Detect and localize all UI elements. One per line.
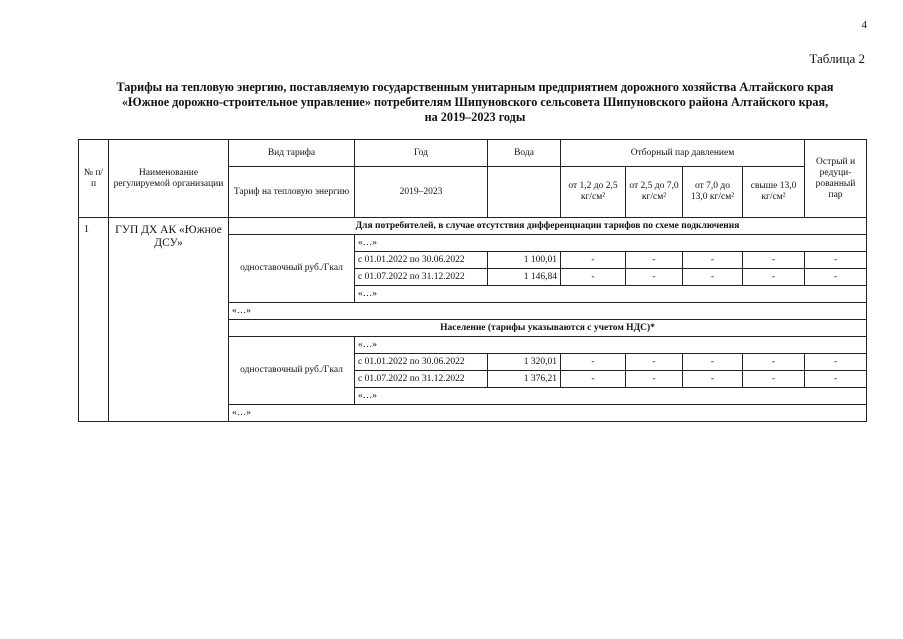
dash-cell: - (626, 252, 683, 269)
dash-cell: - (626, 269, 683, 286)
section-title: Для потребителей, в случае отсутствия дифференциации тарифов по схеме подключения (229, 218, 867, 235)
header-pressure-1: от 1,2 до 2,5 кг/см² (561, 167, 626, 218)
dash-cell: - (743, 371, 805, 388)
dash-cell: - (805, 354, 867, 371)
tariff-type-label: одноставочный руб./Гкал (229, 337, 355, 405)
header-pressure-4: свыше 13,0 кг/см² (743, 167, 805, 218)
header-steam: Отборный пар давлением (561, 140, 805, 167)
header-year: Год (355, 140, 488, 167)
organization-name: ГУП ДХ АК «Южное ДСУ» (109, 218, 229, 422)
ellipsis: «…» (355, 337, 867, 354)
title-line: Тарифы на тепловую энергию, поставляемую государственным унитарным предприятием дорожного хозяйства Алтайского края (116, 80, 834, 94)
document-title (60, 80, 890, 125)
dash-cell: - (743, 354, 805, 371)
header-water-empty (488, 167, 561, 218)
dash-cell: - (561, 269, 626, 286)
section-title-row (79, 218, 867, 235)
header-pressure-2: от 2,5 до 7,0 кг/см² (626, 167, 683, 218)
water-value: 1 376,21 (488, 371, 561, 388)
dash-cell: - (561, 252, 626, 269)
tariff-type-label: одноставочный руб./Гкал (229, 235, 355, 303)
title-line: «Южное дорожно-строительное управление» потребителям Шипуновского сельсовета Шипуновского района Алтайского края, (121, 95, 829, 109)
page-number: 4 (861, 19, 867, 31)
dash-cell: - (683, 354, 743, 371)
ellipsis: «…» (229, 405, 867, 422)
header-num: № п/п (79, 140, 109, 218)
dash-cell: - (561, 371, 626, 388)
header-water: Вода (488, 140, 561, 167)
dash-cell: - (805, 269, 867, 286)
dash-cell: - (805, 252, 867, 269)
period: с 01.01.2022 по 30.06.2022 (355, 252, 488, 269)
water-value: 1 146,84 (488, 269, 561, 286)
header-sharp-steam: Острый и редуци-рованный пар (805, 140, 867, 218)
ellipsis: «…» (355, 388, 867, 405)
header-pressure-3: от 7,0 до 13,0 кг/см² (683, 167, 743, 218)
water-value: 1 320,01 (488, 354, 561, 371)
ellipsis: «…» (355, 286, 867, 303)
period: с 01.01.2022 по 30.06.2022 (355, 354, 488, 371)
header-tariff-value: Тариф на тепловую энергию (229, 167, 355, 218)
header-row (79, 140, 867, 167)
header-tariff-type: Вид тарифа (229, 140, 355, 167)
dash-cell: - (561, 354, 626, 371)
dash-cell: - (626, 354, 683, 371)
header-org-name: Наименование регулируемой организации (109, 140, 229, 218)
dash-cell: - (805, 371, 867, 388)
ellipsis: «…» (355, 235, 867, 252)
period: с 01.07.2022 по 31.12.2022 (355, 269, 488, 286)
water-value: 1 100,01 (488, 252, 561, 269)
ellipsis: «…» (229, 303, 867, 320)
row-number: 1 (79, 218, 109, 422)
dash-cell: - (743, 269, 805, 286)
dash-cell: - (683, 252, 743, 269)
header-years-range: 2019–2023 (355, 167, 488, 218)
dash-cell: - (683, 371, 743, 388)
period: с 01.07.2022 по 31.12.2022 (355, 371, 488, 388)
title-line: на 2019–2023 годы (424, 110, 526, 124)
dash-cell: - (743, 252, 805, 269)
section-title: Население (тарифы указываются с учетом НДС)* (229, 320, 867, 337)
table-caption: Таблица 2 (809, 51, 865, 66)
tariff-table (78, 139, 867, 422)
dash-cell: - (626, 371, 683, 388)
dash-cell: - (683, 269, 743, 286)
